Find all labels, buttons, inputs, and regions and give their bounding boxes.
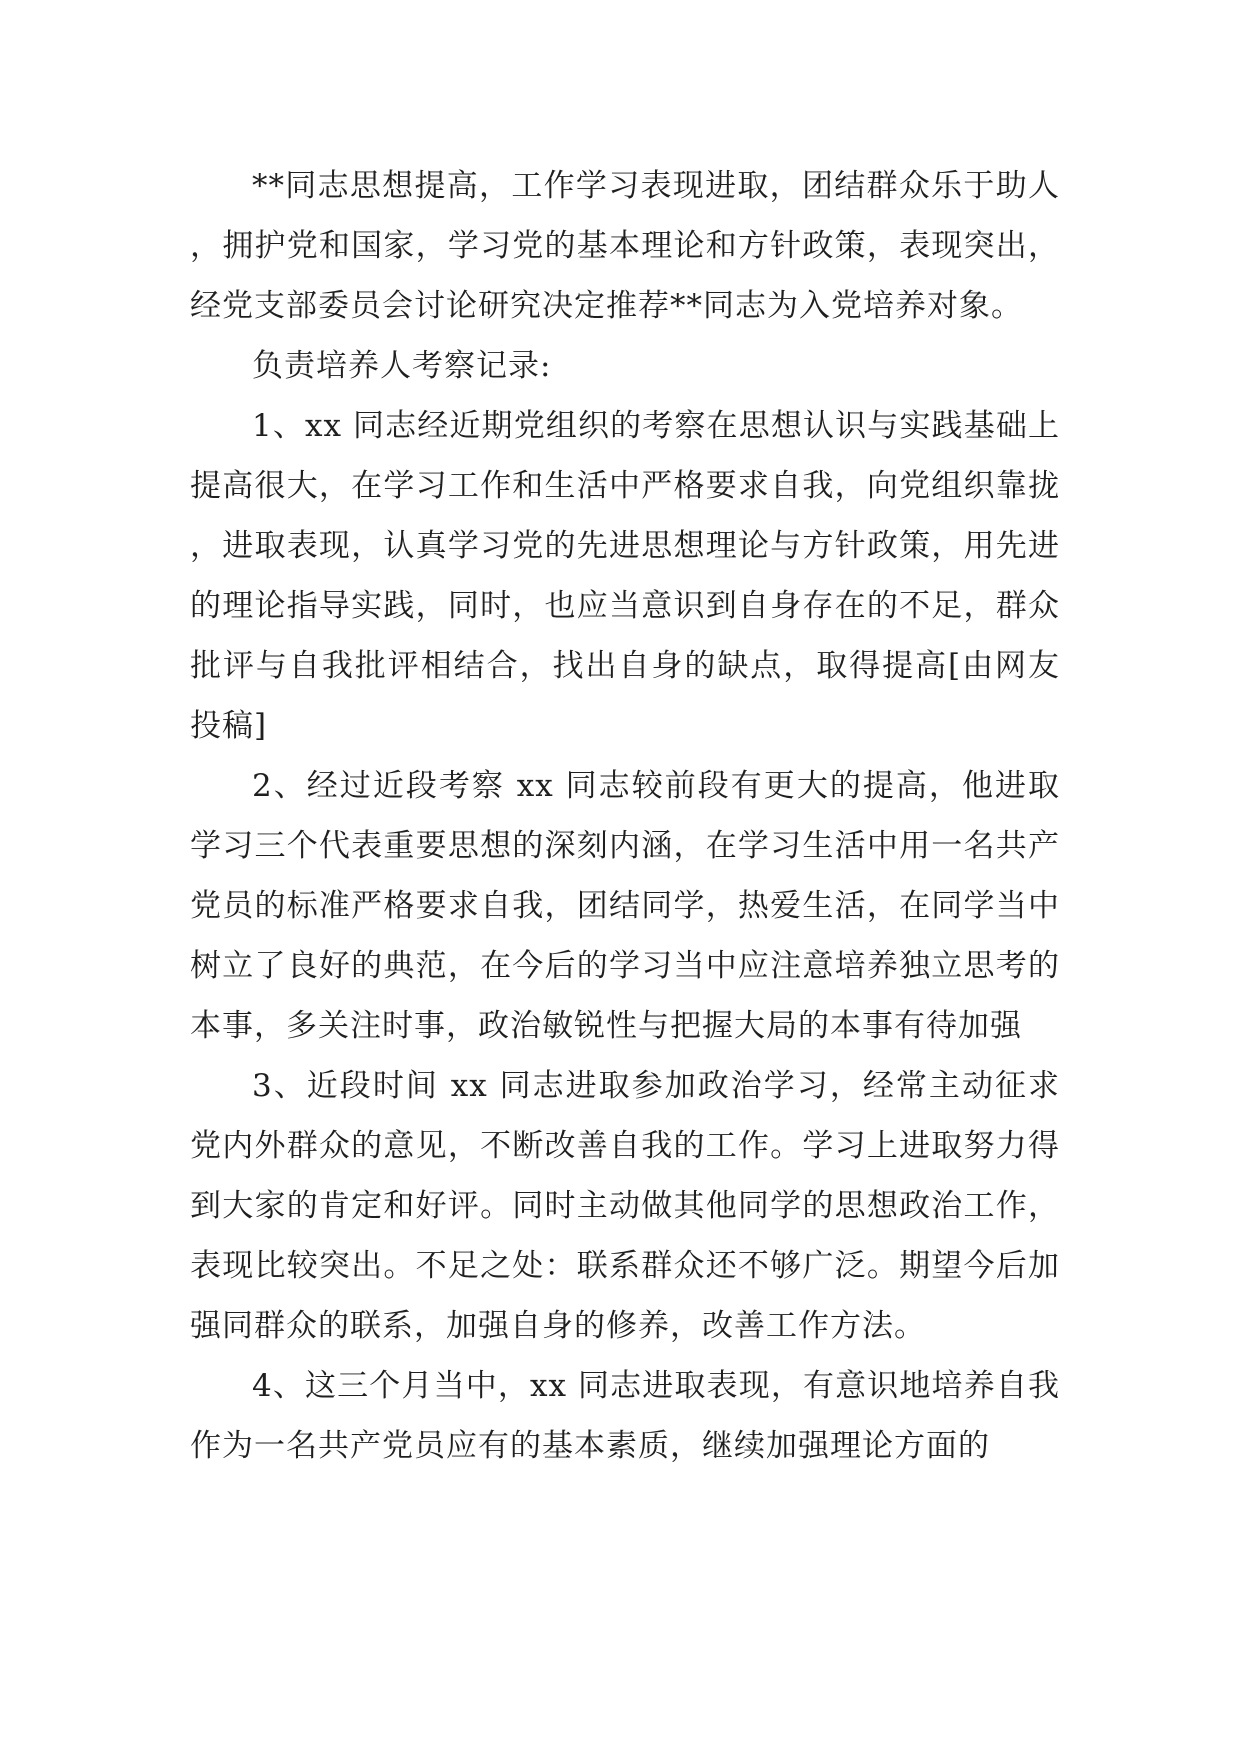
paragraph-record-4: 4、这三个月当中，xx 同志进取表现，有意识地培养自我作为一名共产党员应有的基本素质，继续加强理论方面的 [190,1368,1060,1464]
document-body [190,156,1060,1476]
paragraph-recommendation: **同志思想提高，工作学习表现进取，团结群众乐于助人，拥护党和国家，学习党的基本理论和方针政策，表现突出，经党支部委员会讨论研究决定推荐**同志为入党培养对象。 [190,168,1060,324]
paragraph-record-2: 2、经过近段考察 xx 同志较前段有更大的提高，他进取学习三个代表重要思想的深刻内涵，在学习生活中用一名共产党员的标准严格要求自我，团结同学，热爱生活，在同学当中树立了良好的典范，在今后的学习当中应注意培养独立思考的本事，多关注时事，政治敏锐性与把握大局的本事有待加强 [190,768,1060,1044]
paragraph-record-3: 3、近段时间 xx 同志进取参加政治学习，经常主动征求党内外群众的意见，不断改善自我的工作。学习上进取努力得到大家的肯定和好评。同时主动做其他同学的思想政治工作，表现比较突出。不足之处：联系群众还不够广泛。期望今后加强同群众的联系，加强自身的修养，改善工作方法。 [190,1068,1060,1344]
paragraph-record-1: 1、xx 同志经近期党组织的考察在思想认识与实践基础上提高很大，在学习工作和生活中严格要求自我，向党组织靠拢，进取表现，认真学习党的先进思想理论与方针政策，用先进的理论指导实践，同时，也应当意识到自身存在的不足，群众批评与自我批评相结合，找出自身的缺点，取得提高[由网友投稿] [190,408,1060,744]
paragraph-record-heading: 负责培养人考察记录: [252,348,552,384]
